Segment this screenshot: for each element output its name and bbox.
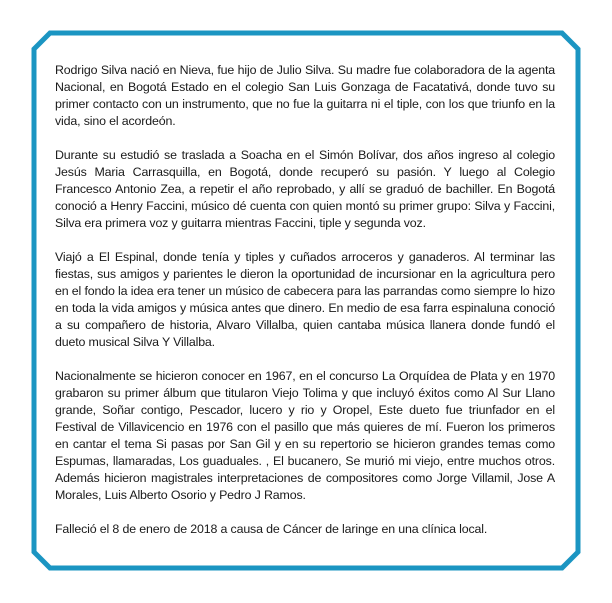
paragraph-career: Nacionalmente se hicieron conocer en 1967, en el concurso La Orquídea de Plata y en 1970 grabaron su primer álbum que titularon Viejo Tolima y que incluyó éxitos como Al Sur Llano grande, Soñar contigo, Pescador, lucero y rio y Oropel, Este dueto fue triunfador en el Festival de Villavicencio en 1976 con el pasillo que más quieres de mí. Fueron los primeros en cantar el tema Si pasas por San Gil y en su repertorio se hicieron grandes temas como Espumas, llamaradas, Los guaduales. , El bucanero, Se murió mi viejo, entre muchos otros. Además hicieron magistrales interpretaciones de compositores como Jorge Villamil, Jose A Morales, Luis Alberto Osorio y Pedro J Ramos. xyxy=(55,369,555,502)
paragraph-early-life: Rodrigo Silva nació en Nieva, fue hijo de Julio Silva. Su madre fue colaboradora de la agenta Nacional, en Bogotá Estado en el colegio San Luis Gonzaga de Facatativá, donde tuvo su primer contacto con un instrumento, que no fue la guitarra ni el tiple, con los que triunfo en la vida, sino el acordeón. xyxy=(55,63,555,128)
paragraph-espinal: Viajó a El Espinal, donde tenía y tiples y cuñados arroceros y ganaderos. Al terminar las fiestas, sus amigos y parientes le dieron la oportunidad de incursionar en la agricultura pero en el fondo la idea era tener un músico de cabecera para las parrandas como siempre lo hizo en toda la vida amigos y música antes que dinero. En medio de esa farra espinaluna conoció a su compañero de historia, Alvaro Villalba, quien cantaba música llanera donde fundó el dueto musical Silva Y Villalba. xyxy=(55,250,555,349)
paragraph-death: Falleció el 8 de enero de 2018 a causa de Cáncer de laringe en una clínica local. xyxy=(55,522,488,536)
paragraph-education: Durante su estudió se traslada a Soacha en el Simón Bolívar, dos años ingreso al colegio Jesús Maria Carrasquilla, en Bogotá, donde recuperó su pasión. Y luego al Colegio Francesco Antonio Zea, a repetir el año reprobado, y allí se graduó de bachiller. En Bogotá conoció a Henry Faccini, músico dé cuenta con quien montó su primer grupo: Silva y Faccini, Silva era primera voz y guitarra mientras Faccini, tiple y segunda voz. xyxy=(55,148,555,230)
biography-text xyxy=(55,62,555,555)
